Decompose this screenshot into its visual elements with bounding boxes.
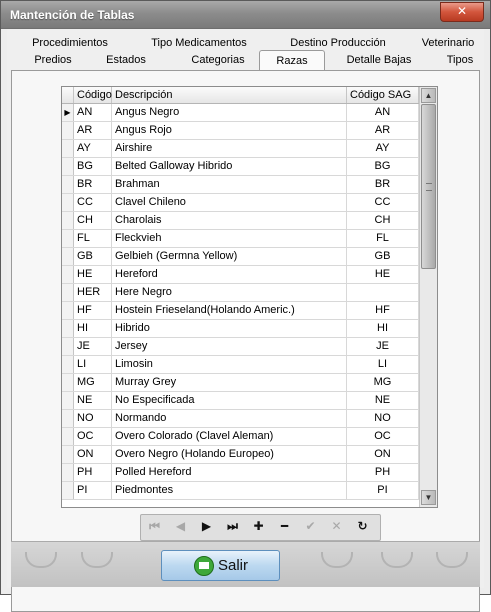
db-navigator bbox=[140, 514, 381, 541]
row-indicator: ▶ bbox=[62, 104, 74, 121]
cell-descripcion[interactable]: Overo Colorado (Clavel Aleman) bbox=[112, 428, 347, 445]
cell-codigo[interactable]: GB bbox=[74, 248, 112, 265]
scroll-thumb[interactable] bbox=[421, 104, 436, 269]
cell-codigo-sag[interactable]: CH bbox=[347, 212, 419, 229]
row-indicator bbox=[62, 464, 74, 481]
home-icon bbox=[194, 556, 214, 576]
cell-codigo-sag[interactable]: BG bbox=[347, 158, 419, 175]
cell-descripcion[interactable]: Hereford bbox=[112, 266, 347, 283]
table-row[interactable] bbox=[62, 392, 419, 410]
tab-tipos[interactable]: Tipos bbox=[446, 54, 474, 66]
cell-descripcion[interactable]: Airshire bbox=[112, 140, 347, 157]
header-descripcion[interactable]: Descripción bbox=[112, 87, 347, 103]
cell-codigo-sag[interactable]: HF bbox=[347, 302, 419, 319]
cell-codigo[interactable]: AN bbox=[74, 104, 112, 121]
header-indicator bbox=[62, 87, 74, 103]
tab-veterinario[interactable]: Veterinario bbox=[421, 37, 475, 49]
tab-detalle-bajas[interactable]: Detalle Bajas bbox=[346, 54, 412, 66]
cell-codigo[interactable]: JE bbox=[74, 338, 112, 355]
cell-descripcion[interactable]: Angus Rojo bbox=[112, 122, 347, 139]
razas-grid[interactable] bbox=[61, 86, 438, 508]
bull-horns-icon bbox=[321, 552, 353, 568]
cell-codigo[interactable]: NO bbox=[74, 410, 112, 427]
table-row[interactable] bbox=[62, 140, 419, 158]
row-indicator bbox=[62, 320, 74, 337]
table-row[interactable] bbox=[62, 446, 419, 464]
cell-descripcion[interactable]: Brahman bbox=[112, 176, 347, 193]
tab-predios[interactable]: Predios bbox=[34, 54, 72, 66]
close-button[interactable] bbox=[440, 2, 484, 22]
table-row[interactable] bbox=[62, 284, 419, 302]
cell-descripcion[interactable]: Hostein Frieseland(Holando Americ.) bbox=[112, 302, 347, 319]
table-row[interactable] bbox=[62, 230, 419, 248]
table-row[interactable] bbox=[62, 356, 419, 374]
salir-label: Salir bbox=[218, 557, 249, 574]
tab-estados[interactable]: Estados bbox=[106, 54, 146, 66]
cell-codigo[interactable]: PI bbox=[74, 482, 112, 499]
row-indicator bbox=[62, 446, 74, 463]
cell-codigo[interactable]: HI bbox=[74, 320, 112, 337]
cell-codigo[interactable]: FL bbox=[74, 230, 112, 247]
table-row[interactable] bbox=[62, 122, 419, 140]
cell-descripcion[interactable]: Hibrido bbox=[112, 320, 347, 337]
cell-codigo-sag[interactable]: NE bbox=[347, 392, 419, 409]
tab-procedimientos[interactable]: Procedimientos bbox=[32, 37, 108, 49]
row-indicator bbox=[62, 230, 74, 247]
tab-destino-produccion[interactable]: Destino Producción bbox=[290, 37, 386, 49]
cell-codigo-sag[interactable]: MG bbox=[347, 374, 419, 391]
tab-razas[interactable]: Razas bbox=[259, 50, 325, 70]
cell-descripcion[interactable]: Normando bbox=[112, 410, 347, 427]
cell-descripcion[interactable]: Gelbieh (Germna Yellow) bbox=[112, 248, 347, 265]
prior-record-icon[interactable]: ◀ bbox=[175, 519, 186, 533]
cell-codigo[interactable]: MG bbox=[74, 374, 112, 391]
cell-codigo-sag[interactable]: ON bbox=[347, 446, 419, 463]
window-title: Mantención de Tablas bbox=[10, 8, 135, 22]
table-row[interactable] bbox=[62, 302, 419, 320]
row-indicator bbox=[62, 482, 74, 499]
row-indicator bbox=[62, 410, 74, 427]
first-record-icon[interactable]: ⏮ bbox=[149, 519, 160, 533]
salir-button[interactable] bbox=[161, 550, 280, 581]
bull-horns-icon bbox=[25, 552, 57, 568]
table-row[interactable] bbox=[62, 176, 419, 194]
cell-codigo-sag[interactable]: PI bbox=[347, 482, 419, 499]
row-indicator bbox=[62, 248, 74, 265]
cell-codigo-sag[interactable]: HE bbox=[347, 266, 419, 283]
tab-row-back bbox=[17, 35, 474, 53]
table-row[interactable] bbox=[62, 194, 419, 212]
cell-descripcion[interactable]: Angus Negro bbox=[112, 104, 347, 121]
cell-descripcion[interactable]: Belted Galloway Hibrido bbox=[112, 158, 347, 175]
cell-descripcion[interactable]: Limosin bbox=[112, 356, 347, 373]
cell-codigo-sag[interactable]: NO bbox=[347, 410, 419, 427]
bottom-bar bbox=[11, 541, 480, 587]
cell-descripcion[interactable]: Piedmontes bbox=[112, 482, 347, 499]
table-row[interactable] bbox=[62, 158, 419, 176]
cell-codigo-sag[interactable]: AN bbox=[347, 104, 419, 121]
cell-codigo[interactable]: CH bbox=[74, 212, 112, 229]
cell-codigo[interactable]: HER bbox=[74, 284, 112, 301]
tab-panel-razas bbox=[11, 70, 480, 612]
cell-codigo[interactable]: NE bbox=[74, 392, 112, 409]
cell-descripcion[interactable]: Charolais bbox=[112, 212, 347, 229]
row-indicator bbox=[62, 374, 74, 391]
table-row[interactable] bbox=[62, 428, 419, 446]
row-indicator bbox=[62, 122, 74, 139]
refresh-icon[interactable]: ↻ bbox=[357, 519, 368, 533]
cancel-edit-icon[interactable]: ✕ bbox=[331, 519, 342, 533]
cell-descripcion[interactable]: Polled Hereford bbox=[112, 464, 347, 481]
cell-descripcion[interactable]: Overo Negro (Holando Europeo) bbox=[112, 446, 347, 463]
cell-descripcion[interactable]: Fleckvieh bbox=[112, 230, 347, 247]
tab-row-front bbox=[17, 52, 474, 70]
bull-horns-icon bbox=[436, 552, 468, 568]
cell-descripcion[interactable]: Jersey bbox=[112, 338, 347, 355]
row-indicator bbox=[62, 428, 74, 445]
cell-codigo-sag[interactable]: GB bbox=[347, 248, 419, 265]
cell-codigo-sag[interactable]: JE bbox=[347, 338, 419, 355]
header-codigo[interactable]: Código bbox=[74, 87, 112, 103]
scroll-grip-icon bbox=[426, 183, 432, 191]
table-row[interactable] bbox=[62, 266, 419, 284]
post-edit-icon[interactable]: ✔ bbox=[305, 519, 316, 533]
table-row[interactable] bbox=[62, 338, 419, 356]
table-row[interactable] bbox=[62, 320, 419, 338]
row-indicator bbox=[62, 194, 74, 211]
row-indicator bbox=[62, 392, 74, 409]
cell-codigo-sag[interactable]: FL bbox=[347, 230, 419, 247]
cell-codigo-sag[interactable]: AY bbox=[347, 140, 419, 157]
table-row[interactable] bbox=[62, 410, 419, 428]
cell-codigo-sag[interactable]: LI bbox=[347, 356, 419, 373]
cell-codigo[interactable]: AR bbox=[74, 122, 112, 139]
cell-descripcion[interactable]: No Especificada bbox=[112, 392, 347, 409]
cell-codigo[interactable]: AY bbox=[74, 140, 112, 157]
delete-record-icon[interactable]: ━ bbox=[280, 519, 289, 533]
title-bar[interactable] bbox=[1, 1, 490, 29]
insert-record-icon[interactable]: ✚ bbox=[253, 519, 264, 533]
cell-descripcion[interactable]: Here Negro bbox=[112, 284, 347, 301]
cell-codigo[interactable]: LI bbox=[74, 356, 112, 373]
scroll-up-icon[interactable]: ▲ bbox=[421, 88, 436, 103]
last-record-icon[interactable]: ⏭ bbox=[227, 519, 238, 533]
row-indicator bbox=[62, 212, 74, 229]
tab-categorias[interactable]: Categorias bbox=[191, 54, 245, 66]
cell-codigo[interactable]: OC bbox=[74, 428, 112, 445]
cell-codigo[interactable]: PH bbox=[74, 464, 112, 481]
cell-codigo-sag[interactable]: BR bbox=[347, 176, 419, 193]
cell-codigo[interactable]: BR bbox=[74, 176, 112, 193]
table-row[interactable] bbox=[62, 104, 419, 122]
grid-header bbox=[62, 87, 419, 104]
table-row[interactable] bbox=[62, 374, 419, 392]
row-indicator bbox=[62, 176, 74, 193]
cell-codigo-sag[interactable]: HI bbox=[347, 320, 419, 337]
cell-codigo-sag[interactable]: AR bbox=[347, 122, 419, 139]
table-row[interactable] bbox=[62, 212, 419, 230]
row-indicator bbox=[62, 158, 74, 175]
row-indicator bbox=[62, 266, 74, 283]
cell-codigo-sag[interactable] bbox=[347, 284, 419, 301]
tab-tipo-medicamentos[interactable]: Tipo Medicamentos bbox=[151, 37, 247, 49]
cell-codigo[interactable]: HF bbox=[74, 302, 112, 319]
cell-descripcion[interactable]: Murray Grey bbox=[112, 374, 347, 391]
client-area bbox=[7, 29, 484, 588]
cell-codigo-sag[interactable]: CC bbox=[347, 194, 419, 211]
table-row[interactable] bbox=[62, 464, 419, 482]
scroll-down-icon[interactable]: ▼ bbox=[421, 490, 436, 505]
table-row[interactable] bbox=[62, 482, 419, 500]
row-indicator bbox=[62, 302, 74, 319]
bull-horns-icon bbox=[81, 552, 113, 568]
table-row[interactable] bbox=[62, 248, 419, 266]
row-indicator bbox=[62, 356, 74, 373]
cell-descripcion[interactable]: Clavel Chileno bbox=[112, 194, 347, 211]
cell-codigo[interactable]: ON bbox=[74, 446, 112, 463]
grid-rows bbox=[62, 104, 419, 500]
cell-codigo[interactable]: BG bbox=[74, 158, 112, 175]
row-indicator bbox=[62, 140, 74, 157]
bull-horns-icon bbox=[381, 552, 413, 568]
row-indicator bbox=[62, 284, 74, 301]
row-indicator bbox=[62, 338, 74, 355]
close-icon: ✕ bbox=[456, 4, 468, 18]
grid-vertical-scrollbar[interactable] bbox=[419, 87, 437, 507]
header-codigo-sag[interactable]: Código SAG bbox=[347, 87, 419, 103]
next-record-icon[interactable]: ▶ bbox=[201, 519, 212, 533]
cell-codigo[interactable]: CC bbox=[74, 194, 112, 211]
cell-codigo-sag[interactable]: OC bbox=[347, 428, 419, 445]
cell-codigo[interactable]: HE bbox=[74, 266, 112, 283]
cell-codigo-sag[interactable]: PH bbox=[347, 464, 419, 481]
